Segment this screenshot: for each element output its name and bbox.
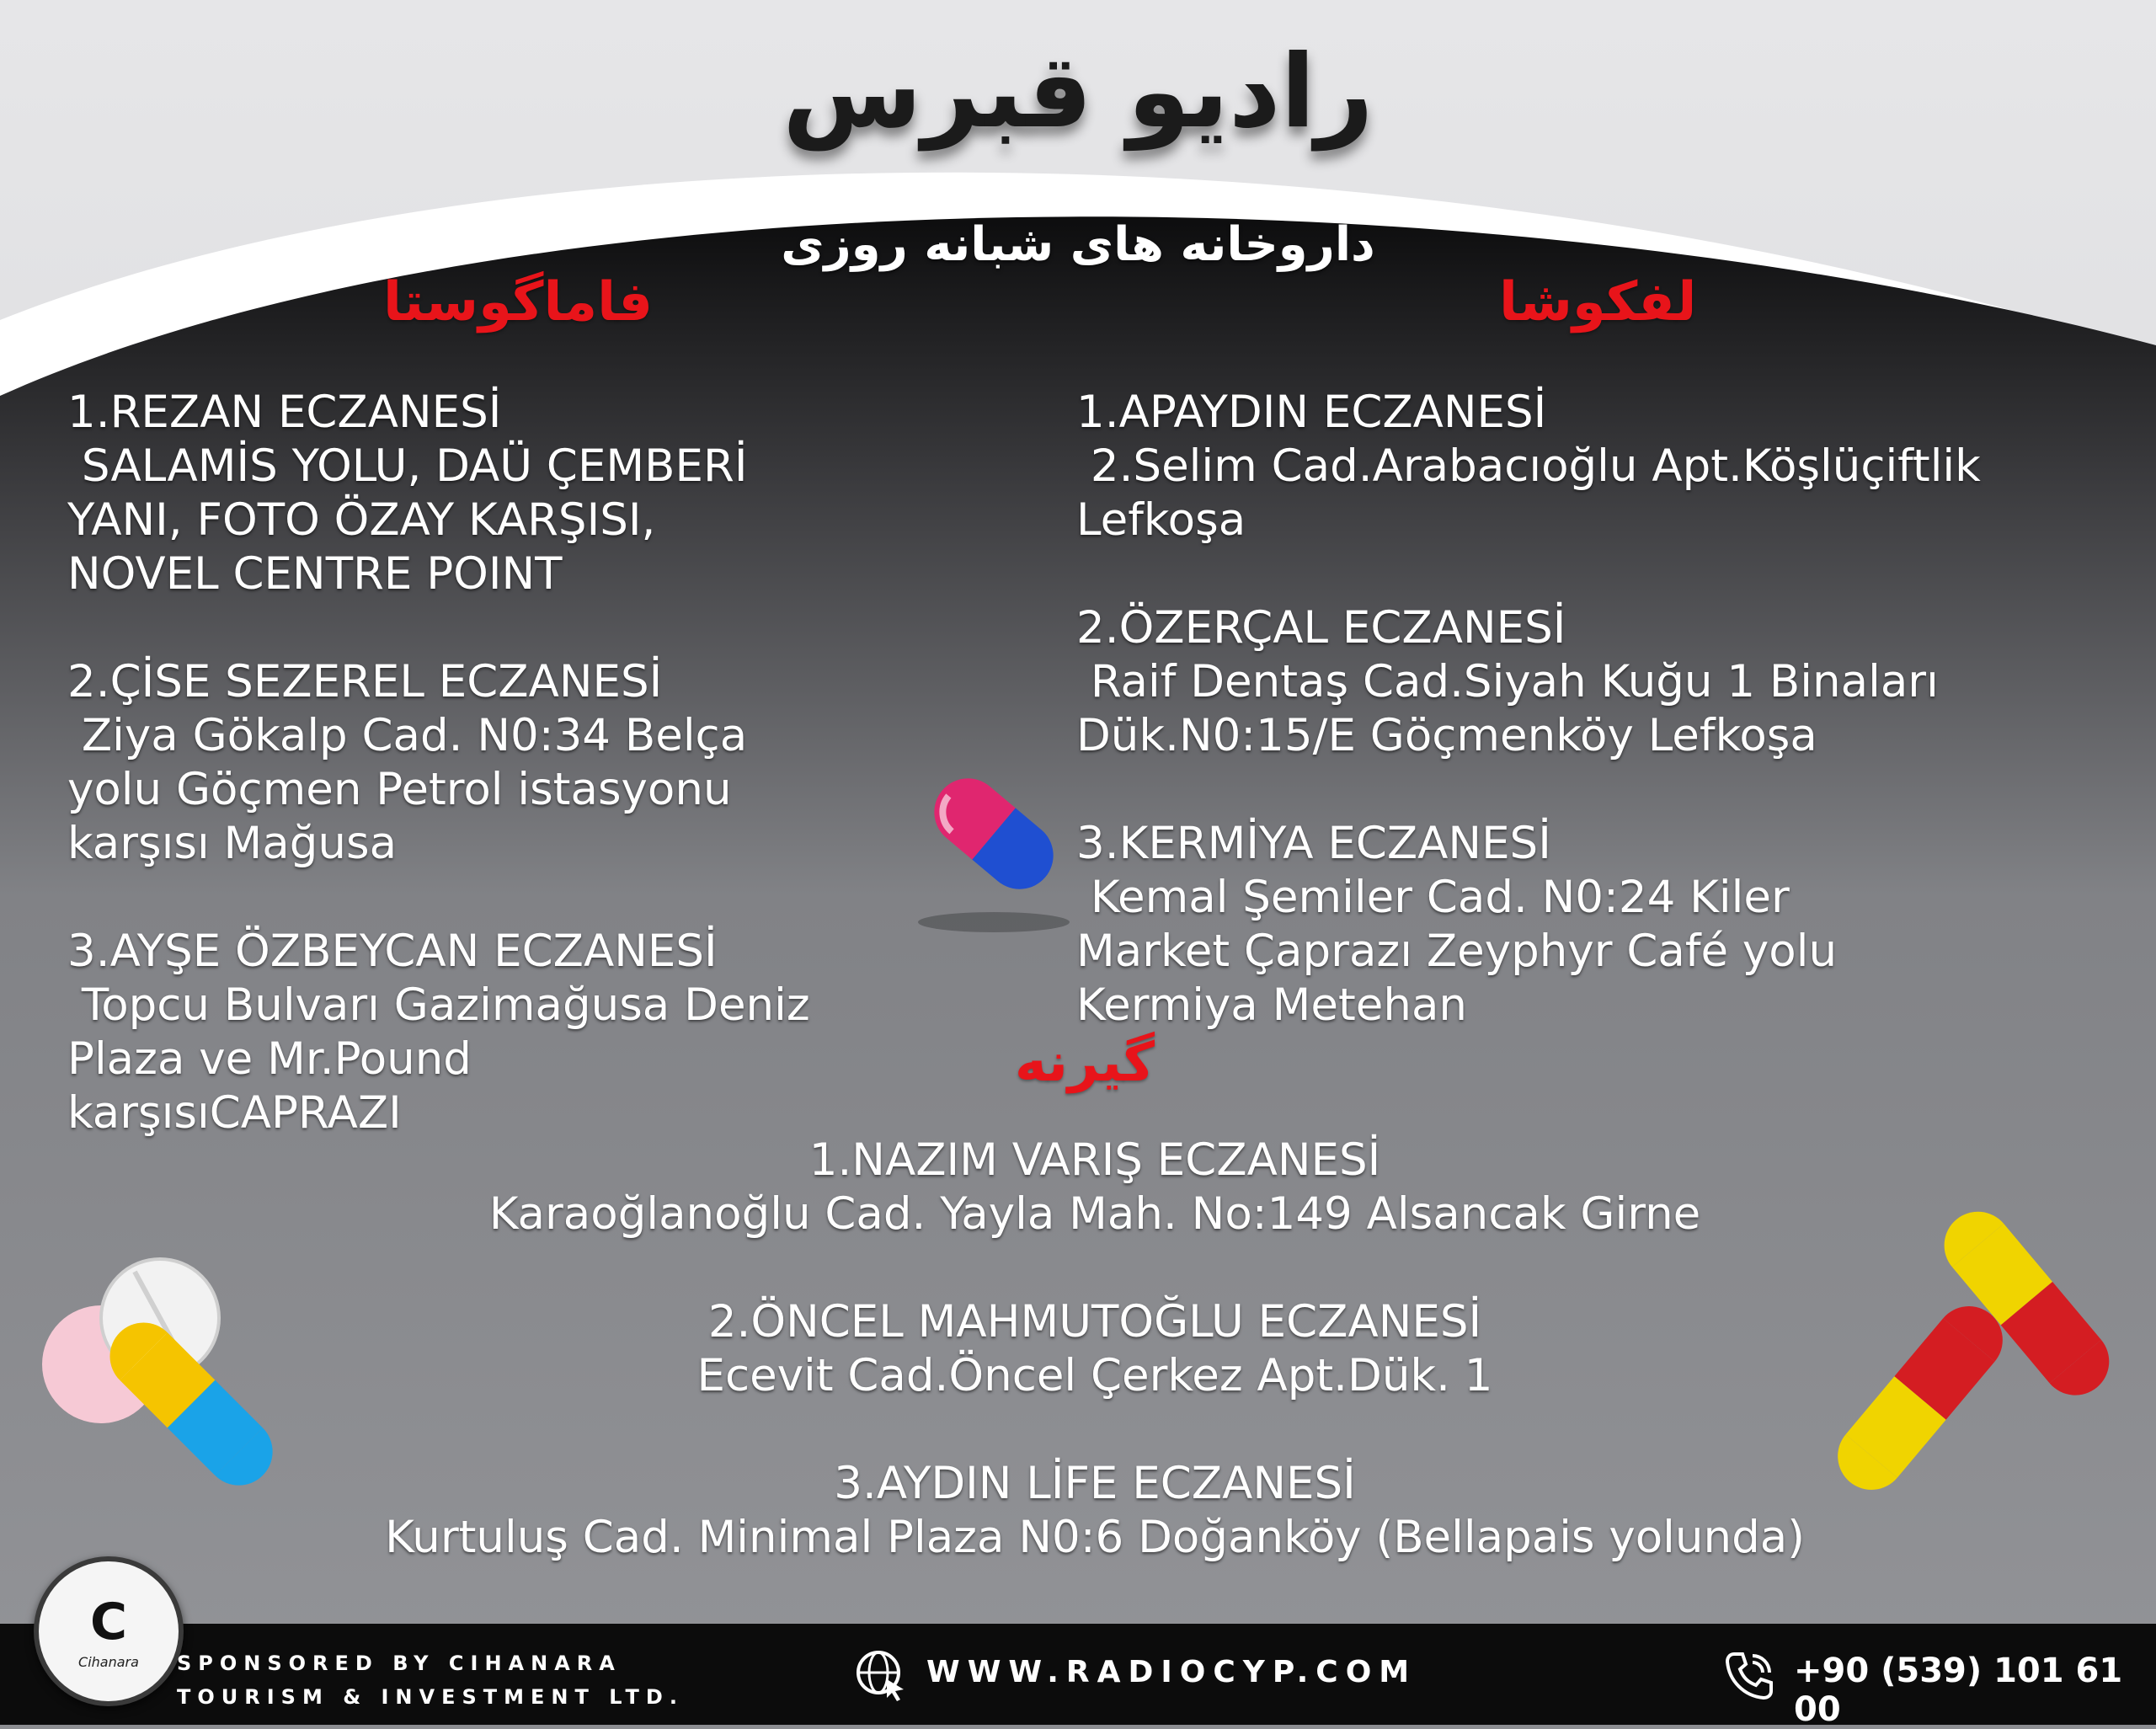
pharmacy-address: Ecevit Cad.Öncel Çerkez Apt.Dük. 1	[696, 1350, 1493, 1401]
pharmacy-address: 2.Selim Cad.Arabacıoğlu Apt.Köşlüçiftlik Lefkoşa	[1076, 440, 1981, 546]
pharmacy-name: 1.APAYDIN ECZANESİ	[1076, 387, 1547, 438]
page-subtitle: داروخانه های شبانه روزی	[781, 217, 1375, 272]
pharmacy-name: 1.NAZIM VARIŞ ECZANESİ	[808, 1134, 1381, 1186]
pharmacy-address: Kemal Şemiler Cad. N0:24 Kiler Market Çaprazı Zeyphyr Café yolu Kermiya Metehan	[1076, 872, 1838, 1031]
logo-name: Cihanara	[78, 1654, 139, 1670]
page-title: رادیو قبرس	[782, 34, 1374, 151]
sponsor-line-2: TOURISM & INVESTMENT LTD.	[177, 1685, 684, 1709]
pharmacy-address: Kurtuluş Cad. Minimal Plaza N0:6 Doğanköy (Bellapais yolunda)	[385, 1512, 1805, 1563]
pharmacy-entry	[67, 925, 1036, 1140]
logo-mark: C	[89, 1593, 128, 1652]
globe-icon	[855, 1649, 909, 1703]
pills-red-yellow-icon	[1811, 1196, 2131, 1499]
pharmacy-entry	[67, 655, 1036, 871]
sponsor-line-1: SPONSORED BY CIHANARA	[177, 1652, 622, 1675]
pharmacy-name: 2.ÖNCEL MAHMUTOĞLU ECZANESİ	[707, 1296, 1482, 1347]
phone-icon	[1722, 1649, 1776, 1703]
pharmacy-entry	[1076, 601, 2146, 763]
pharmacy-entry	[1076, 817, 2146, 1033]
pharmacy-address: Topcu Bulvarı Gazimağusa Deniz Plaza ve Mr.Pound karşısıCAPRAZI	[67, 979, 810, 1139]
pharmacy-address: Karaoğlanoğlu Cad. Yayla Mah. No:149 Alsancak Girne	[488, 1188, 1701, 1240]
website-link[interactable]: WWW.RADIOCYP.COM	[926, 1655, 1417, 1689]
phone-number[interactable]: +90 (539) 101 61 00	[1794, 1652, 2123, 1729]
pharmacy-address: Raif Dentaş Cad.Siyah Kuğu 1 Binaları Dük.N0:15/E Göçmenköy Lefkoşa	[1076, 656, 1939, 761]
pharmacy-entry	[1076, 386, 2146, 547]
region-famagusta-label: فاماگوستا	[383, 271, 654, 334]
pharmacy-name: 3.AYDIN LİFE ECZANESİ	[834, 1458, 1356, 1509]
pharmacy-address: Ziya Gökalp Cad. N0:34 Belça yolu Göçmen Petrol istasyonu karşısı Mağusa	[67, 710, 748, 869]
pharmacy-address: SALAMİS YOLU, DAÜ ÇEMBERİ YANI, FOTO ÖZAY KARŞISI, NOVEL CENTRE POINT	[67, 440, 748, 600]
kyrenia-list	[194, 1134, 1996, 1565]
region-kyrenia-label: گیرنه	[1015, 1032, 1155, 1094]
sponsor-logo	[34, 1556, 184, 1706]
pharmacy-entry	[194, 1134, 1996, 1241]
pharmacy-name: 3.AYŞE ÖZBEYCAN ECZANESİ	[67, 926, 718, 977]
region-nicosia-label: لفکوشا	[1499, 271, 1697, 334]
pills-tablets-icon	[34, 1246, 286, 1499]
pharmacy-entry	[194, 1457, 1996, 1565]
pharmacy-name: 2.ÖZERÇAL ECZANESİ	[1076, 602, 1566, 654]
pharmacy-entry	[67, 386, 1036, 601]
pharmacy-name: 2.ÇİSE SEZEREL ECZANESİ	[67, 656, 663, 707]
pharmacy-entry	[194, 1295, 1996, 1403]
pharmacy-name: 1.REZAN ECZANESİ	[67, 387, 502, 438]
pharmacy-name: 3.KERMİYA ECZANESİ	[1076, 818, 1551, 869]
famagusta-list	[67, 386, 1036, 1194]
capsule-pink-blue-icon	[901, 741, 1086, 943]
sponsor-text	[177, 1646, 684, 1714]
nicosia-list	[1076, 386, 2146, 1086]
